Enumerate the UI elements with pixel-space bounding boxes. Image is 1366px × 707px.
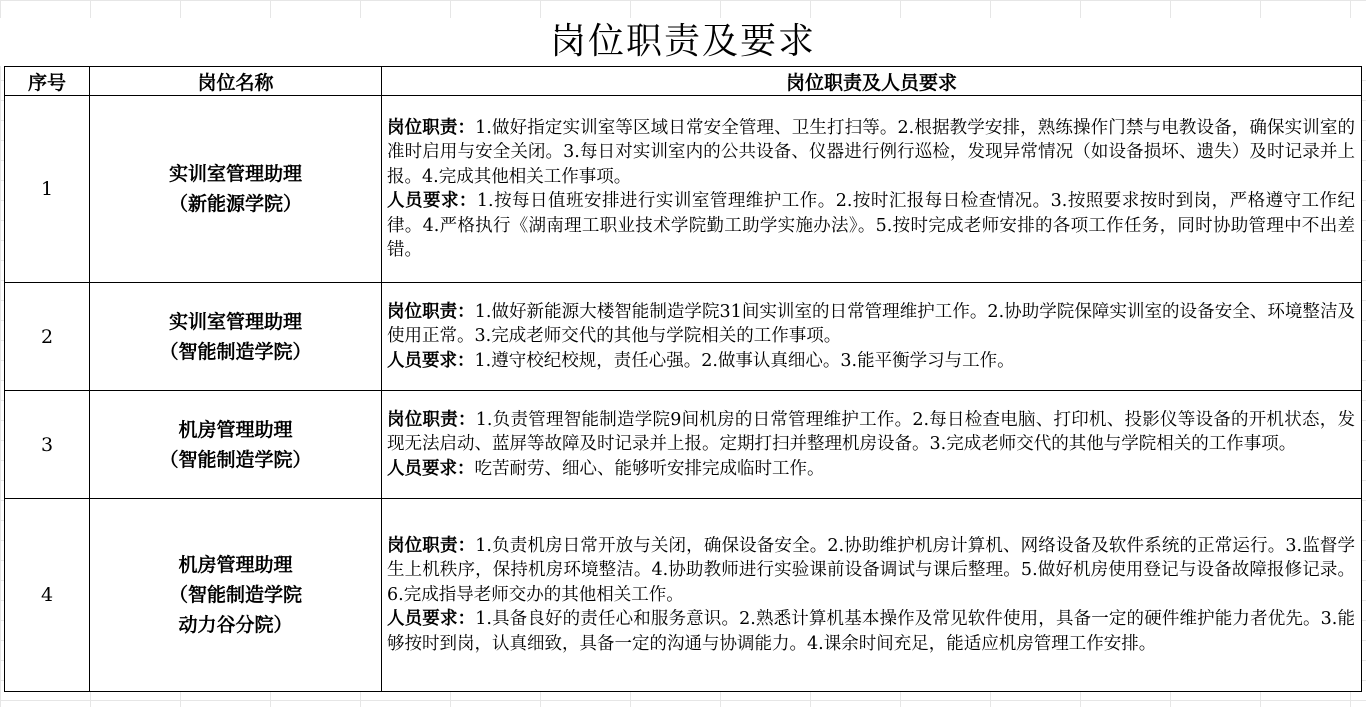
requirements-paragraph xyxy=(387,349,1355,374)
requirements-label: 人员要求： xyxy=(387,350,475,371)
position-name-cell[interactable] xyxy=(90,499,382,692)
duties-label: 岗位职责： xyxy=(387,301,475,322)
position-name-line: 机房管理助理 xyxy=(178,418,293,441)
position-dept-line: （新能源学院） xyxy=(168,193,302,215)
duties-paragraph xyxy=(387,116,1355,190)
row-number[interactable]: 1 xyxy=(5,96,90,283)
duties-requirements-cell[interactable] xyxy=(382,283,1362,391)
position-name-line: 实训室管理助理 xyxy=(168,163,302,185)
duties-text: 1.负责机房日常开放与关闭，确保设备安全。2.协助维护机房计算机、网络设备及软件系统的正常运行。3.监督学生上机秩序，保持机房环境整洁。4.协助教师进行实验课前设备调试与课后整理。5.做好机房使用登记与设备故障报修记录。6.完成指导老师交办的其他相关工作。 xyxy=(387,535,1355,605)
header-position-name[interactable]: 岗位名称 xyxy=(90,67,382,96)
requirements-label: 人员要求： xyxy=(387,609,476,630)
table-row xyxy=(5,499,1362,692)
requirements-text: 1.遵守校纪校规，责任心强。2.做事认真细心。3.能平衡学习与工作。 xyxy=(474,350,1015,371)
header-duties-requirements[interactable]: 岗位职责及人员要求 xyxy=(382,67,1362,96)
duties-requirements-cell[interactable] xyxy=(382,96,1362,283)
duties-requirements-cell[interactable] xyxy=(382,499,1362,692)
position-name-line: 实训室管理助理 xyxy=(168,310,302,333)
requirements-text: 吃苦耐劳、细心、能够听安排完成临时工作。 xyxy=(474,458,825,479)
requirements-label: 人员要求： xyxy=(387,458,475,479)
duties-paragraph xyxy=(387,300,1355,349)
position-dept-line: （智能制造学院） xyxy=(159,448,312,471)
header-number[interactable]: 序号 xyxy=(5,67,90,96)
duties-label: 岗位职责： xyxy=(387,409,476,430)
position-name-cell[interactable] xyxy=(90,283,382,391)
table-row xyxy=(5,283,1362,391)
requirements-paragraph xyxy=(387,457,1355,482)
position-dept-line: （智能制造学院） xyxy=(159,340,312,363)
position-name-cell[interactable] xyxy=(90,391,382,499)
job-table xyxy=(4,66,1362,692)
duties-text: 1.负责管理智能制造学院9间机房的日常管理维护工作。2.每日检查电脑、打印机、投影仪等设备的开机状态，发现无法启动、蓝屏等故障及时记录并上报。定期打扫并整理机房设备。3.完成老师交代的其他与学院相关的工作事项。 xyxy=(387,409,1355,455)
position-name-line: 机房管理助理 xyxy=(178,554,293,576)
duties-label: 岗位职责： xyxy=(387,117,476,138)
duties-requirements-cell[interactable] xyxy=(382,391,1362,499)
requirements-text: 1.具备良好的责任心和服务意识。2.熟悉计算机基本操作及常见软件使用，具备一定的硬件维护能力者优先。3.能够按时到岗，认真细致，具备一定的沟通与协调能力。4.课余时间充足，能适应机房管理工作安排。 xyxy=(387,609,1355,654)
header-row xyxy=(5,67,1362,96)
table-row xyxy=(5,96,1362,283)
duties-paragraph xyxy=(387,534,1355,608)
duties-paragraph xyxy=(387,408,1355,457)
requirements-paragraph xyxy=(387,189,1355,263)
row-number[interactable]: 2 xyxy=(5,283,90,391)
requirements-label: 人员要求： xyxy=(387,191,477,211)
page-title: 岗位职责及要求 xyxy=(0,18,1366,66)
requirements-text: 1.按每日值班安排进行实训室管理维护工作。2.按时汇报每日检查情况。3.按照要求按时到岗，严格遵守工作纪律。4.严格执行《湖南理工职业技术学院勤工助学实施办法》。5.按时完成老师安排的各项工作任务，同时协助管理中不出差错。 xyxy=(387,191,1356,260)
duties-label: 岗位职责： xyxy=(387,535,476,556)
position-branch-line: 动力谷分院） xyxy=(178,614,293,636)
row-number[interactable]: 4 xyxy=(5,499,90,692)
row-number[interactable]: 3 xyxy=(5,391,90,499)
duties-text: 1.做好新能源大楼智能制造学院31间实训室的日常管理维护工作。2.协助学院保障实训室的设备安全、环境整洁及使用正常。3.完成老师交代的其他与学院相关的工作事项。 xyxy=(387,301,1355,347)
position-name-cell[interactable] xyxy=(90,96,382,283)
table-row xyxy=(5,391,1362,499)
requirements-paragraph xyxy=(387,607,1355,656)
position-dept-line: （智能制造学院 xyxy=(168,584,302,606)
duties-text: 1.做好指定实训室等区域日常安全管理、卫生打扫等。2.根据教学安排，熟练操作门禁与电教设备，确保实训室的准时启用与安全关闭。3.每日对实训室内的公共设备、仪器进行例行巡检，发现异常情况（如设备损坏、遗失）及时记录并上报。4.完成其他相关工作事项。 xyxy=(387,117,1356,187)
